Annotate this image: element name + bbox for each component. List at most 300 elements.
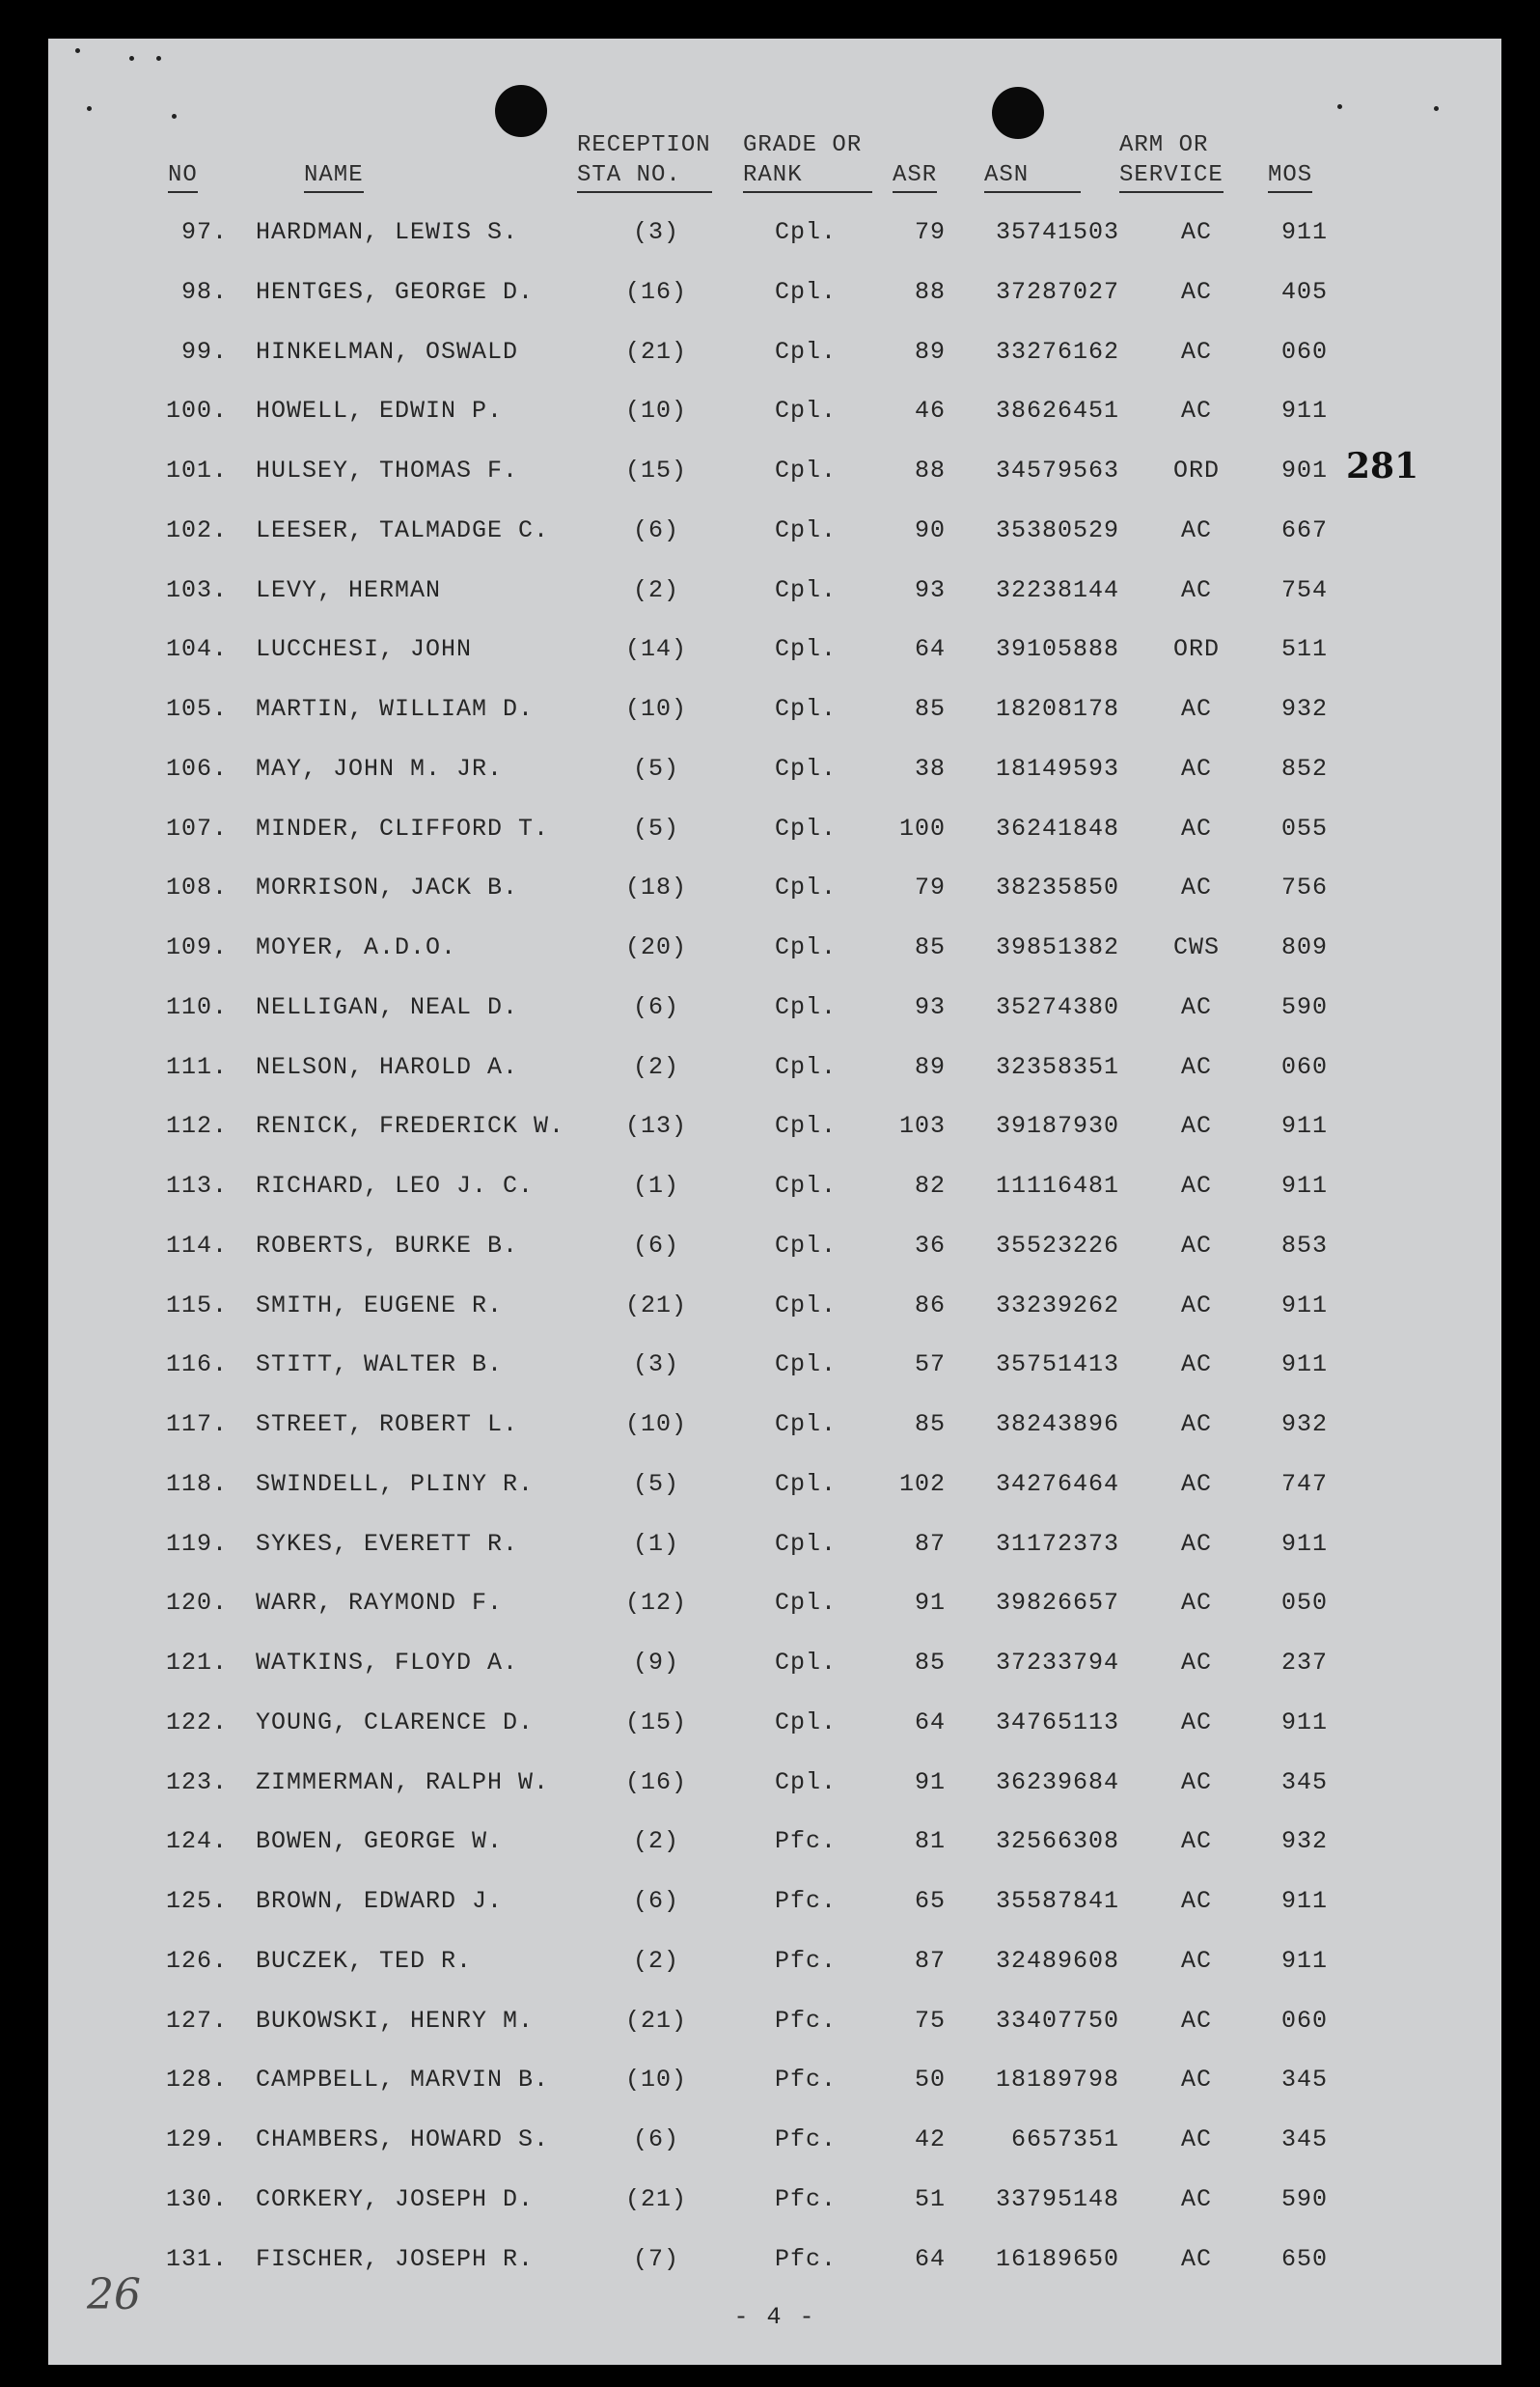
- arm-service: AC: [1180, 1589, 1212, 1618]
- speck: [1337, 104, 1342, 109]
- header-reception-line1: RECEPTION: [577, 132, 711, 158]
- table-row: [48, 1768, 1501, 1807]
- row-number: 121.: [165, 1649, 228, 1677]
- asr-score: 64: [914, 1707, 946, 1736]
- grade-rank: Cpl.: [774, 1172, 837, 1200]
- grade-rank: Pfc.: [774, 1827, 837, 1856]
- arm-service: AC: [1180, 1649, 1212, 1677]
- grade-rank: Cpl.: [774, 1589, 837, 1618]
- grade-rank: Cpl.: [774, 397, 837, 426]
- row-number: 101.: [165, 457, 228, 485]
- army-serial-number: 33795148: [995, 2184, 1119, 2213]
- row-number: 104.: [165, 635, 228, 664]
- soldier-name: MORRISON, JACK B.: [256, 874, 519, 902]
- reception-station: (21): [624, 1291, 687, 1319]
- row-number: 120.: [165, 1589, 228, 1618]
- mos-code: 911: [1280, 1529, 1328, 1558]
- row-number: 111.: [165, 1052, 228, 1081]
- soldier-name: YOUNG, CLARENCE D.: [256, 1707, 535, 1736]
- soldier-name: MAY, JOHN M. JR.: [256, 754, 504, 783]
- asr-score: 91: [914, 1767, 946, 1796]
- table-row: [48, 338, 1501, 376]
- arm-service: AC: [1180, 337, 1212, 366]
- table-row: [48, 1291, 1501, 1330]
- table-row: [48, 1410, 1501, 1449]
- grade-rank: Cpl.: [774, 1112, 837, 1141]
- army-serial-number: 6657351: [1010, 2125, 1119, 2153]
- asr-score: 85: [914, 695, 946, 723]
- mos-code: 852: [1280, 754, 1328, 783]
- grade-rank: Cpl.: [774, 754, 837, 783]
- document-page: [48, 39, 1501, 2365]
- row-number: 113.: [165, 1172, 228, 1200]
- soldier-name: LEESER, TALMADGE C.: [256, 515, 550, 544]
- soldier-name: BROWN, EDWARD J.: [256, 1887, 504, 1915]
- mos-code: 853: [1280, 1231, 1328, 1260]
- row-number: 116.: [165, 1350, 228, 1379]
- arm-service: AC: [1180, 1231, 1212, 1260]
- reception-station: (2): [632, 575, 679, 604]
- soldier-name: SMITH, EUGENE R.: [256, 1291, 504, 1319]
- grade-rank: Cpl.: [774, 1410, 837, 1438]
- speck: [87, 106, 92, 111]
- asr-score: 38: [914, 754, 946, 783]
- asr-score: 88: [914, 277, 946, 306]
- header-arm-line1: ARM OR: [1119, 132, 1209, 158]
- arm-service: AC: [1180, 515, 1212, 544]
- speck: [156, 56, 161, 61]
- row-number: 128.: [165, 2066, 228, 2095]
- row-number: 118.: [165, 1469, 228, 1498]
- grade-rank: Cpl.: [774, 1291, 837, 1319]
- soldier-name: HOWELL, EDWIN P.: [256, 397, 504, 426]
- asr-score: 91: [914, 1589, 946, 1618]
- soldier-name: ZIMMERMAN, RALPH W.: [256, 1767, 550, 1796]
- table-row: [48, 1350, 1501, 1389]
- handwritten-note: 26: [87, 2270, 141, 2319]
- asr-score: 81: [914, 1827, 946, 1856]
- army-serial-number: 38235850: [995, 874, 1119, 902]
- reception-station: (2): [632, 1946, 679, 1975]
- asr-score: 93: [914, 575, 946, 604]
- asr-score: 86: [914, 1291, 946, 1319]
- row-number: 130.: [165, 2184, 228, 2213]
- soldier-name: MINDER, CLIFFORD T.: [256, 814, 550, 843]
- mos-code: 901: [1280, 457, 1328, 485]
- army-serial-number: 34579563: [995, 457, 1119, 485]
- row-number: 125.: [165, 1887, 228, 1915]
- grade-rank: Pfc.: [774, 2125, 837, 2153]
- table-row: [48, 218, 1501, 257]
- grade-rank: Cpl.: [774, 1767, 837, 1796]
- grade-rank: Cpl.: [774, 1350, 837, 1379]
- arm-service: ORD: [1172, 635, 1220, 664]
- speck: [1434, 106, 1439, 111]
- row-number: 119.: [165, 1529, 228, 1558]
- mos-code: 911: [1280, 1707, 1328, 1736]
- soldier-name: WATKINS, FLOYD A.: [256, 1649, 519, 1677]
- asr-score: 93: [914, 992, 946, 1021]
- mos-code: 237: [1280, 1649, 1328, 1677]
- grade-rank: Pfc.: [774, 2006, 837, 2035]
- grade-rank: Cpl.: [774, 695, 837, 723]
- grade-rank: Cpl.: [774, 814, 837, 843]
- mos-code: 932: [1280, 1827, 1328, 1856]
- arm-service: AC: [1180, 575, 1212, 604]
- table-row: [48, 755, 1501, 793]
- mos-code: 932: [1280, 695, 1328, 723]
- row-number: 98.: [180, 277, 228, 306]
- mos-code: 060: [1280, 1052, 1328, 1081]
- mos-code: 590: [1280, 2184, 1328, 2213]
- row-number: 124.: [165, 1827, 228, 1856]
- army-serial-number: 18208178: [995, 695, 1119, 723]
- table-row: [48, 457, 1501, 495]
- army-serial-number: 34765113: [995, 1707, 1119, 1736]
- soldier-name: BUCZEK, TED R.: [256, 1946, 473, 1975]
- army-serial-number: 31172373: [995, 1529, 1119, 1558]
- arm-service: AC: [1180, 1767, 1212, 1796]
- table-row: [48, 1172, 1501, 1210]
- row-number: 129.: [165, 2125, 228, 2153]
- mos-code: 345: [1280, 1767, 1328, 1796]
- grade-rank: Pfc.: [774, 2066, 837, 2095]
- grade-rank: Cpl.: [774, 1529, 837, 1558]
- grade-rank: Cpl.: [774, 992, 837, 1021]
- table-row: [48, 1887, 1501, 1926]
- table-row: [48, 1112, 1501, 1151]
- punch-hole-right: [992, 87, 1044, 139]
- header-name: NAME: [304, 160, 364, 193]
- soldier-name: RENICK, FREDERICK W.: [256, 1112, 565, 1141]
- soldier-name: MOYER, A.D.O.: [256, 933, 457, 961]
- army-serial-number: 32238144: [995, 575, 1119, 604]
- arm-service: AC: [1180, 1410, 1212, 1438]
- grade-rank: Cpl.: [774, 1469, 837, 1498]
- row-number: 102.: [165, 515, 228, 544]
- army-serial-number: 37233794: [995, 1649, 1119, 1677]
- soldier-name: SYKES, EVERETT R.: [256, 1529, 519, 1558]
- row-number: 127.: [165, 2006, 228, 2035]
- army-serial-number: 36239684: [995, 1767, 1119, 1796]
- arm-service: AC: [1180, 2125, 1212, 2153]
- army-serial-number: 35587841: [995, 1887, 1119, 1915]
- army-serial-number: 18189798: [995, 2066, 1119, 2095]
- reception-station: (21): [624, 2006, 687, 2035]
- mos-code: 345: [1280, 2066, 1328, 2095]
- reception-station: (2): [632, 1827, 679, 1856]
- asr-score: 64: [914, 635, 946, 664]
- arm-service: AC: [1180, 218, 1212, 246]
- header-mos: MOS: [1268, 160, 1312, 193]
- mos-code: 060: [1280, 2006, 1328, 2035]
- table-row: [48, 516, 1501, 555]
- reception-station: (15): [624, 457, 687, 485]
- reception-station: (15): [624, 1707, 687, 1736]
- row-number: 123.: [165, 1767, 228, 1796]
- mos-code: 911: [1280, 1291, 1328, 1319]
- grade-rank: Cpl.: [774, 1707, 837, 1736]
- row-number: 106.: [165, 754, 228, 783]
- asr-score: 79: [914, 874, 946, 902]
- reception-station: (5): [632, 1469, 679, 1498]
- grade-rank: Cpl.: [774, 457, 837, 485]
- soldier-name: FISCHER, JOSEPH R.: [256, 2244, 535, 2273]
- speck: [75, 48, 80, 53]
- table-row: [48, 1053, 1501, 1092]
- reception-station: (1): [632, 1172, 679, 1200]
- reception-station: (16): [624, 1767, 687, 1796]
- army-serial-number: 37287027: [995, 277, 1119, 306]
- table-row: [48, 2066, 1501, 2104]
- arm-service: AC: [1180, 1707, 1212, 1736]
- mos-code: 747: [1280, 1469, 1328, 1498]
- grade-rank: Pfc.: [774, 2244, 837, 2273]
- grade-rank: Cpl.: [774, 1649, 837, 1677]
- mos-code: 050: [1280, 1589, 1328, 1618]
- army-serial-number: 39826657: [995, 1589, 1119, 1618]
- grade-rank: Pfc.: [774, 2184, 837, 2213]
- mos-code: 911: [1280, 1112, 1328, 1141]
- arm-service: AC: [1180, 754, 1212, 783]
- arm-service: AC: [1180, 2184, 1212, 2213]
- table-row: [48, 397, 1501, 435]
- reception-station: (6): [632, 1887, 679, 1915]
- table-row: [48, 1708, 1501, 1747]
- header-grade-line2: RANK: [743, 160, 872, 193]
- header-arm-line2: SERVICE: [1119, 160, 1224, 193]
- row-number: 108.: [165, 874, 228, 902]
- asr-score: 88: [914, 457, 946, 485]
- soldier-name: STITT, WALTER B.: [256, 1350, 504, 1379]
- asr-score: 89: [914, 337, 946, 366]
- reception-station: (5): [632, 814, 679, 843]
- asr-score: 82: [914, 1172, 946, 1200]
- row-number: 110.: [165, 992, 228, 1021]
- reception-station: (6): [632, 1231, 679, 1260]
- soldier-name: STREET, ROBERT L.: [256, 1410, 519, 1438]
- arm-service: AC: [1180, 2244, 1212, 2273]
- grade-rank: Cpl.: [774, 1231, 837, 1260]
- reception-station: (16): [624, 277, 687, 306]
- table-row: [48, 2125, 1501, 2164]
- asr-score: 64: [914, 2244, 946, 2273]
- asr-score: 87: [914, 1946, 946, 1975]
- mos-code: 650: [1280, 2244, 1328, 2273]
- table-row: [48, 993, 1501, 1032]
- asr-score: 100: [898, 814, 946, 843]
- table-row: [48, 933, 1501, 972]
- soldier-name: HINKELMAN, OSWALD: [256, 337, 519, 366]
- grade-rank: Pfc.: [774, 1887, 837, 1915]
- asr-score: 36: [914, 1231, 946, 1260]
- reception-station: (6): [632, 515, 679, 544]
- arm-service: AC: [1180, 2066, 1212, 2095]
- mos-code: 911: [1280, 1350, 1328, 1379]
- soldier-name: SWINDELL, PLINY R.: [256, 1469, 535, 1498]
- row-number: 103.: [165, 575, 228, 604]
- reception-station: (20): [624, 933, 687, 961]
- army-serial-number: 36241848: [995, 814, 1119, 843]
- soldier-name: HENTGES, GEORGE D.: [256, 277, 535, 306]
- asr-score: 57: [914, 1350, 946, 1379]
- soldier-name: LEVY, HERMAN: [256, 575, 442, 604]
- soldier-name: WARR, RAYMOND F.: [256, 1589, 504, 1618]
- soldier-name: BOWEN, GEORGE W.: [256, 1827, 504, 1856]
- reception-station: (7): [632, 2244, 679, 2273]
- grade-rank: Cpl.: [774, 515, 837, 544]
- grade-rank: Cpl.: [774, 933, 837, 961]
- mos-code: 911: [1280, 1172, 1328, 1200]
- army-serial-number: 35751413: [995, 1350, 1119, 1379]
- reception-station: (3): [632, 218, 679, 246]
- army-serial-number: 39851382: [995, 933, 1119, 961]
- table-row: [48, 1827, 1501, 1866]
- asr-score: 51: [914, 2184, 946, 2213]
- army-serial-number: 32358351: [995, 1052, 1119, 1081]
- grade-rank: Cpl.: [774, 575, 837, 604]
- army-serial-number: 38626451: [995, 397, 1119, 426]
- punch-hole-left: [495, 85, 547, 137]
- reception-station: (10): [624, 1410, 687, 1438]
- asr-score: 89: [914, 1052, 946, 1081]
- army-serial-number: 35274380: [995, 992, 1119, 1021]
- reception-station: (2): [632, 1052, 679, 1081]
- row-number: 122.: [165, 1707, 228, 1736]
- reception-station: (6): [632, 2125, 679, 2153]
- army-serial-number: 39105888: [995, 635, 1119, 664]
- reception-station: (12): [624, 1589, 687, 1618]
- row-number: 114.: [165, 1231, 228, 1260]
- arm-service: AC: [1180, 1887, 1212, 1915]
- mos-code: 667: [1280, 515, 1328, 544]
- asr-score: 103: [898, 1112, 946, 1141]
- header-no: NO: [168, 160, 198, 193]
- asr-score: 79: [914, 218, 946, 246]
- grade-rank: Cpl.: [774, 218, 837, 246]
- army-serial-number: 32489608: [995, 1946, 1119, 1975]
- soldier-name: LUCCHESI, JOHN: [256, 635, 473, 664]
- army-serial-number: 35380529: [995, 515, 1119, 544]
- asr-score: 42: [914, 2125, 946, 2153]
- table-row: [48, 635, 1501, 674]
- header-reception-line2: STA NO.: [577, 160, 712, 193]
- table-row: [48, 695, 1501, 734]
- table-row: [48, 576, 1501, 615]
- army-serial-number: 33239262: [995, 1291, 1119, 1319]
- row-number: 117.: [165, 1410, 228, 1438]
- header-asn: ASN: [984, 160, 1081, 193]
- arm-service: AC: [1180, 1052, 1212, 1081]
- asr-score: 85: [914, 933, 946, 961]
- table-row: [48, 1947, 1501, 1985]
- army-serial-number: 35741503: [995, 218, 1119, 246]
- reception-station: (6): [632, 992, 679, 1021]
- reception-station: (1): [632, 1529, 679, 1558]
- mos-code: 511: [1280, 635, 1328, 664]
- table-row: [48, 874, 1501, 912]
- mos-code: 911: [1280, 218, 1328, 246]
- row-number: 97.: [180, 218, 228, 246]
- mos-code: 932: [1280, 1410, 1328, 1438]
- soldier-name: ROBERTS, BURKE B.: [256, 1231, 519, 1260]
- row-number: 112.: [165, 1112, 228, 1141]
- asr-score: 65: [914, 1887, 946, 1915]
- grade-rank: Cpl.: [774, 874, 837, 902]
- army-serial-number: 16189650: [995, 2244, 1119, 2273]
- asr-score: 46: [914, 397, 946, 426]
- table-row: [48, 1470, 1501, 1509]
- army-serial-number: 39187930: [995, 1112, 1119, 1141]
- arm-service: AC: [1180, 1827, 1212, 1856]
- table-row: [48, 1589, 1501, 1627]
- mos-code: 405: [1280, 277, 1328, 306]
- arm-service: AC: [1180, 1469, 1212, 1498]
- soldier-name: HARDMAN, LEWIS S.: [256, 218, 519, 246]
- table-row: [48, 815, 1501, 853]
- arm-service: AC: [1180, 1112, 1212, 1141]
- soldier-name: MARTIN, WILLIAM D.: [256, 695, 535, 723]
- arm-service: AC: [1180, 1946, 1212, 1975]
- arm-service: CWS: [1172, 933, 1220, 961]
- asr-score: 102: [898, 1469, 946, 1498]
- stamp-number: 281: [1346, 446, 1419, 486]
- reception-station: (3): [632, 1350, 679, 1379]
- header-asr: ASR: [893, 160, 937, 193]
- arm-service: AC: [1180, 1529, 1212, 1558]
- arm-service: AC: [1180, 1350, 1212, 1379]
- row-number: 100.: [165, 397, 228, 426]
- asr-score: 90: [914, 515, 946, 544]
- asr-score: 75: [914, 2006, 946, 2035]
- table-row: [48, 1530, 1501, 1568]
- soldier-name: BUKOWSKI, HENRY M.: [256, 2006, 535, 2035]
- arm-service: AC: [1180, 695, 1212, 723]
- table-row: [48, 2245, 1501, 2284]
- mos-code: 055: [1280, 814, 1328, 843]
- asr-score: 85: [914, 1410, 946, 1438]
- header-grade-line1: GRADE OR: [743, 132, 863, 158]
- reception-station: (21): [624, 2184, 687, 2213]
- soldier-name: NELLIGAN, NEAL D.: [256, 992, 519, 1021]
- mos-code: 756: [1280, 874, 1328, 902]
- arm-service: AC: [1180, 992, 1212, 1021]
- reception-station: (5): [632, 754, 679, 783]
- soldier-name: CORKERY, JOSEPH D.: [256, 2184, 535, 2213]
- arm-service: AC: [1180, 1172, 1212, 1200]
- arm-service: AC: [1180, 2006, 1212, 2035]
- army-serial-number: 34276464: [995, 1469, 1119, 1498]
- reception-station: (10): [624, 695, 687, 723]
- asr-score: 50: [914, 2066, 946, 2095]
- grade-rank: Cpl.: [774, 277, 837, 306]
- reception-station: (21): [624, 337, 687, 366]
- grade-rank: Cpl.: [774, 337, 837, 366]
- table-row: [48, 1649, 1501, 1687]
- arm-service: AC: [1180, 814, 1212, 843]
- reception-station: (10): [624, 397, 687, 426]
- table-row: [48, 2185, 1501, 2224]
- asr-score: 87: [914, 1529, 946, 1558]
- table-row: [48, 2007, 1501, 2045]
- mos-code: 911: [1280, 397, 1328, 426]
- army-serial-number: 18149593: [995, 754, 1119, 783]
- mos-code: 911: [1280, 1946, 1328, 1975]
- speck: [129, 56, 134, 61]
- soldier-name: CAMPBELL, MARVIN B.: [256, 2066, 550, 2095]
- table-row: [48, 1232, 1501, 1270]
- arm-service: AC: [1180, 397, 1212, 426]
